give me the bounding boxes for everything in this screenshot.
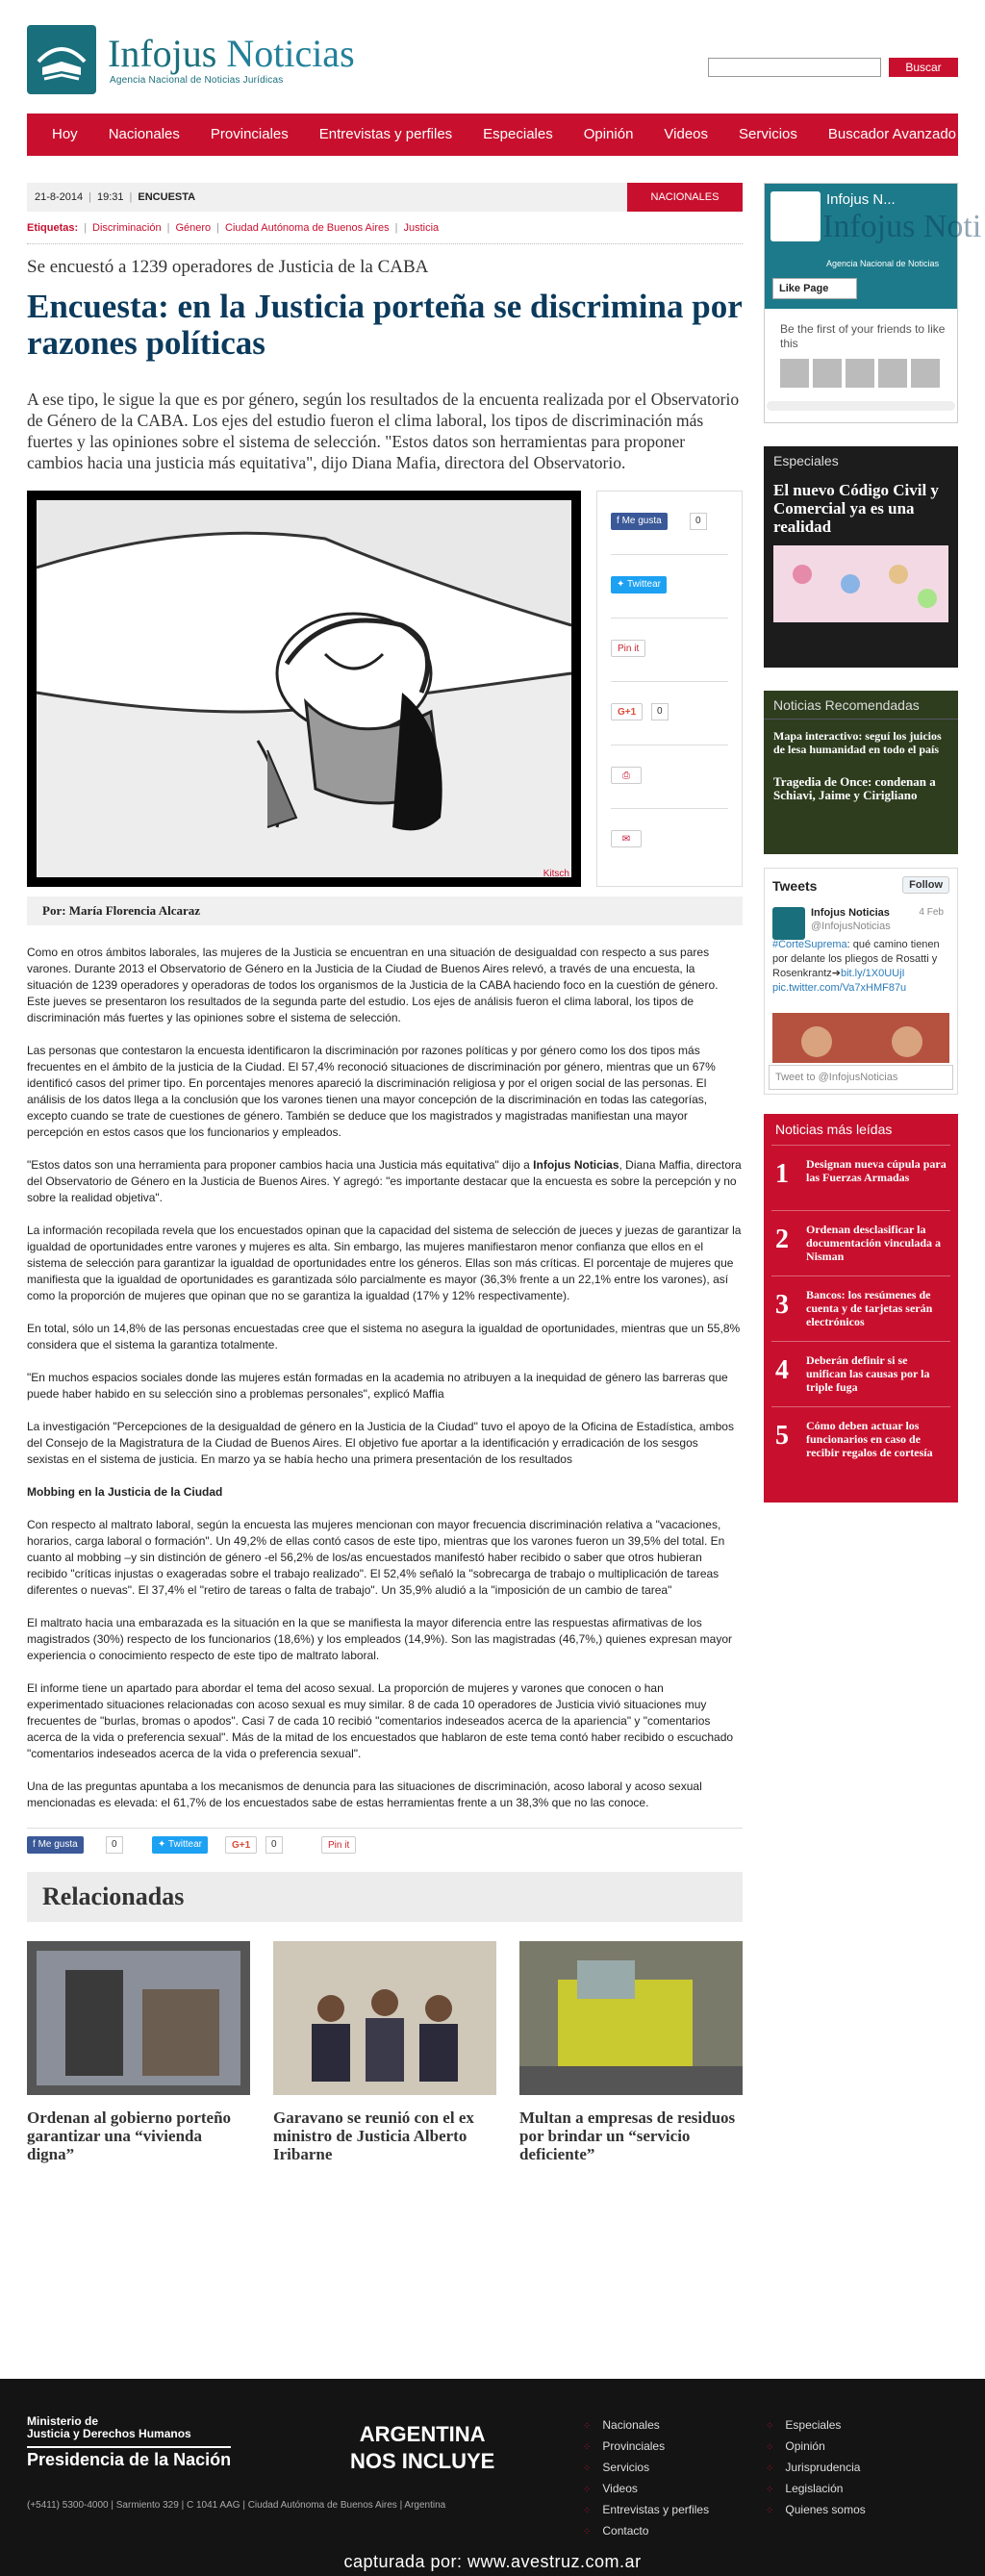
especiales-box[interactable] — [764, 446, 958, 668]
paragraph-text: , Diana Maffia, directora del Observatorio de Género en la Justicia de Buenos Aires. Y agregó: "es importante destacar que la encuesta es sobre la percepción y no sobre la realidad objetiva". — [27, 1158, 742, 1204]
follow-button[interactable]: Follow — [902, 876, 949, 894]
avatar[interactable] — [813, 359, 842, 388]
nav-item-opinion[interactable]: Opinión — [583, 126, 634, 142]
footer-links-col1 — [583, 2415, 709, 2542]
site-header — [0, 0, 985, 114]
article-meta-bar: 21-8-2014 | 19:31 | ENCUESTA NACIONALES — [27, 183, 743, 212]
footer-link-label[interactable]: Nacionales — [602, 2418, 660, 2432]
site-footer — [0, 2379, 985, 2576]
footer-link[interactable] — [583, 2500, 709, 2521]
rank-number: 4 — [775, 1355, 789, 1385]
related-heading: Relacionadas — [27, 1872, 743, 1922]
footer-link[interactable] — [583, 2458, 709, 2479]
related-image — [519, 1941, 743, 2095]
recomendadas-box — [764, 691, 958, 854]
bullet-icon: ⁘ — [583, 2463, 592, 2474]
logo-book-icon — [27, 25, 96, 94]
bullet-icon: ⁘ — [583, 2442, 592, 2453]
facebook-agency: Agencia Nacional de Noticias — [826, 259, 940, 268]
gplus-button[interactable]: G+1 — [611, 703, 643, 720]
tweet-hashtag[interactable]: #CorteSuprema — [772, 939, 847, 950]
share-row — [611, 682, 728, 745]
gplus-count: 0 — [265, 1836, 283, 1854]
share-row — [611, 809, 728, 872]
facebook-icon: f — [33, 1839, 38, 1850]
nav-item-provinciales[interactable]: Provinciales — [210, 126, 289, 142]
footer-link-label[interactable]: Videos — [602, 2482, 638, 2495]
tag-list: Etiquetas: | Discriminación | Género | Ciudad Autónoma de Buenos Aires | Justicia — [27, 221, 743, 244]
facebook-faces — [780, 359, 940, 388]
tweets-heading: Tweets — [772, 878, 818, 894]
footer-link-label[interactable]: Especiales — [785, 2418, 842, 2432]
presidency-logo[interactable]: Presidencia de la Nación — [27, 2446, 231, 2470]
avatar[interactable] — [780, 359, 809, 388]
footer-address: (+5411) 5300-4000 | Sarmiento 329 | C 1041 AAG | Ciudad Autónoma de Buenos Aires | Argentina — [27, 2500, 446, 2511]
capture-credit: capturada por: www.avestruz.com.ar — [343, 2552, 642, 2571]
photo-building — [27, 1941, 250, 2095]
related-card[interactable] — [519, 1941, 743, 2163]
bullet-icon: ⁘ — [766, 2421, 774, 2432]
share-row — [611, 745, 728, 809]
tweet-date[interactable]: 4 Feb — [919, 907, 944, 918]
like-label: Me gusta — [621, 516, 662, 526]
article-title: Encuesta: en la Justicia porteña se discrimina por razones políticas — [27, 288, 743, 362]
footer-link-label[interactable]: Legislación — [785, 2482, 844, 2495]
footer-link-label[interactable]: Servicios — [602, 2461, 650, 2474]
article-column — [27, 183, 743, 2162]
especiales-image — [764, 545, 958, 626]
rank-title: Bancos: los resúmenes de cuenta y de tarjetas serán electrónicos — [806, 1288, 933, 1328]
share-row — [611, 492, 728, 555]
gplus-button[interactable]: G+1 — [225, 1836, 257, 1854]
nav-item-entrevistas[interactable]: Entrevistas y perfiles — [318, 126, 453, 142]
article-paragraph: "En muchos espacios sociales donde las mujeres están formadas en la academia no atribuyen a la inequidad de género las barreras que puede haber habido en su selección sino a problemas personales", explicó Maffia — [27, 1371, 728, 1401]
slogan-line: NOS INCLUYE — [350, 2449, 495, 2473]
nav-item-hoy[interactable]: Hoy — [52, 126, 78, 142]
mas-leidas-heading: Noticias más leídas — [775, 1122, 893, 1137]
related-image — [27, 1941, 250, 2095]
related-list — [27, 1941, 743, 2162]
search-button[interactable]: Buscar — [889, 58, 958, 77]
tags-label: Etiquetas: — [27, 222, 79, 234]
list-item[interactable] — [771, 1210, 950, 1275]
bullet-icon: ⁘ — [583, 2421, 592, 2432]
avatar[interactable] — [878, 359, 907, 388]
facebook-scrollbar[interactable] — [767, 401, 955, 411]
facebook-like-button[interactable] — [611, 513, 668, 530]
article-paragraph: Con respecto al maltrato laboral, según la encuesta las mujeres mencionan con mayor frecuencia discriminación relativa a "vacaciones, horarios, carga laboral o formación". Un 49,2% de ellas contó casos de este tipo, mientras que los varones fueron un 39,5% del total. En cuanto al mobbing –y sin distinción de género -el 56,2% de los/as encuestados manifestó haber recibido o saber que otros hubieran recibido "críticas injustas o exageradas sobre el trabajo realizado". El 52,4% señaló la "sobrecarga de trabajo o multiplicación de tareas diferentes o nuevas". El 37,4% el "retiro de tareas o falta de trabajo". Un 35,9% aludió a la "imposición de un cambio de tarea" — [27, 1518, 725, 1597]
illustration-drawing — [37, 500, 571, 877]
footer-link-label[interactable]: Opinión — [785, 2439, 825, 2453]
like-count: 0 — [106, 1836, 123, 1854]
share-row — [611, 619, 728, 682]
footer-link[interactable] — [583, 2415, 709, 2437]
article-kicker: Se encuestó a 1239 operadores de Justicia de la CABA — [27, 257, 429, 277]
rank-title: Deberán definir si se unifican las causas por la triple fuga — [806, 1353, 930, 1394]
mas-leidas-box — [764, 1114, 958, 1503]
logo-tagline: Agencia Nacional de Noticias Jurídicas — [110, 75, 284, 86]
nav-item-servicios[interactable]: Servicios — [739, 126, 797, 142]
twitter-widget — [764, 868, 958, 1095]
rank-title: Designan nueva cúpula para las Fuerzas Armadas — [806, 1157, 947, 1184]
search-input[interactable] — [708, 58, 881, 77]
tweet-handle[interactable]: @InfojusNoticias — [811, 921, 891, 932]
article-time: 19:31 — [97, 191, 124, 203]
article-illustration — [27, 491, 581, 887]
article-byline: Por: María Florencia Alcaraz — [27, 897, 743, 925]
recomendada-link[interactable]: Mapa interactivo: seguí los juicios de lesa humanidad en todo el país — [773, 729, 942, 756]
like-label: Me gusta — [38, 1839, 78, 1850]
tweet-label: Twittear — [167, 1839, 202, 1850]
footer-link[interactable] — [766, 2458, 866, 2479]
avatar[interactable] — [846, 359, 874, 388]
tweet-button[interactable] — [611, 576, 667, 593]
pinterest-button[interactable]: Pin it — [321, 1836, 356, 1854]
list-item[interactable] — [771, 1341, 950, 1406]
article-paragraph: La investigación "Percepciones de la desigualdad de género en la Justicia de la Ciudad" tuvo el apoyo de la Oficina de Estadística, ambos del Consejo de la Magistratura de la Ciudad de Buenos Aires. El objetivo fue aportar a la identificación y erradicación de los sesgos sexistas en el sistema de justicia. En marzo ya se había hecho una primera presentación de los resultados — [27, 1420, 734, 1466]
twitter-icon: ✦ — [158, 1839, 168, 1850]
photo-meeting — [273, 1941, 496, 2095]
tweet-image[interactable] — [772, 1013, 949, 1063]
footer-link[interactable] — [766, 2479, 866, 2500]
bullet-icon: ⁘ — [583, 2506, 592, 2516]
share-row — [611, 555, 728, 619]
logo-word-infojus: Infojus — [108, 32, 217, 75]
tag-link[interactable]: Justicia — [403, 222, 440, 234]
tag-link[interactable]: Ciudad Autónoma de Buenos Aires — [225, 222, 390, 234]
facebook-icon: f — [617, 516, 622, 526]
article-media — [27, 491, 743, 893]
gplus-count: 0 — [651, 703, 669, 720]
footer-link[interactable] — [583, 2521, 709, 2542]
footer-link[interactable] — [583, 2479, 709, 2500]
main-nav — [27, 114, 958, 156]
footer-link[interactable] — [583, 2437, 709, 2458]
footer-link[interactable] — [766, 2415, 866, 2437]
logo-word-noticias: Noticias — [226, 32, 355, 75]
facebook-cover — [765, 184, 982, 309]
cover-wordmark: Infojus Noti — [822, 209, 982, 244]
bullet-icon: ⁘ — [583, 2527, 592, 2538]
nav-item-videos[interactable]: Videos — [664, 126, 709, 142]
footer-link[interactable] — [766, 2437, 866, 2458]
bullet-icon: ⁘ — [766, 2485, 774, 2495]
paragraph-text: "Estos datos son una herramienta para proponer cambios hacia una Justicia más equitativa" dijo a — [27, 1158, 534, 1172]
sidebar — [764, 183, 982, 1503]
email-icon[interactable]: ✉ — [611, 830, 642, 847]
especiales-heading: Especiales — [773, 453, 839, 468]
article-paragraph — [27, 1157, 743, 1206]
rank-title: Cómo deben actuar los funcionarios en caso de recibir regalos de cortesía — [806, 1419, 933, 1459]
footer-link-label[interactable]: Provinciales — [602, 2439, 666, 2453]
footer-links-col2 — [766, 2415, 866, 2521]
bullet-icon: ⁘ — [766, 2442, 774, 2453]
tag-link[interactable]: Discriminación — [92, 222, 162, 234]
avatar[interactable] — [911, 359, 940, 388]
image-credit: Kitsch — [543, 869, 569, 879]
article-lead: A ese tipo, le sigue la que es por género, según los resultados de la encuenta realizada por el Observatorio de Género de la CABA. Los ejes del estudio fueron el clima laboral, los tipos de discriminación más fuertes y las opiniones sobre el sistema de selección. "Estos datos son herramientas para proponer cambios hacia una justicia más equitativa", dijo Diana Mafia, directora del Observatorio. — [27, 390, 740, 472]
article-subheading: Mobbing en la Justicia de la Ciudad — [27, 1485, 223, 1499]
list-item[interactable] — [771, 1275, 950, 1341]
tweet-text — [772, 938, 942, 996]
bullet-icon: ⁘ — [766, 2506, 774, 2516]
category-button[interactable]: NACIONALES — [627, 183, 743, 212]
recomendadas-heading: Noticias Recomendadas — [764, 691, 958, 720]
pinterest-button[interactable]: Pin it — [611, 640, 645, 657]
rank-number: 3 — [775, 1290, 789, 1320]
photo-garbage-truck — [519, 1941, 743, 2095]
facebook-friends-text: Be the first of your friends to like this — [780, 322, 946, 350]
bullet-icon: ⁘ — [766, 2463, 774, 2474]
article-paragraph: El maltrato hacia una embarazada es la situación en la que se manifiesta la mayor diferencia entre las respuestas afirmativas de los magistrados (30%) respecto de los funcionarios (18,6%) y los empleados (14,9%). Son las magistradas (46,7%,) quienes expresan mayor experiencia o conocimiento respecto de este tipo de maltrato laboral. — [27, 1616, 733, 1662]
facebook-page-name[interactable]: Infojus N... — [826, 191, 896, 208]
related-title: Multan a empresas de residuos por brindar un “servicio deficiente” — [519, 2109, 736, 2163]
avatar[interactable] — [772, 907, 805, 940]
list-item[interactable] — [771, 1145, 950, 1210]
footer-link-label[interactable]: Contacto — [602, 2524, 649, 2538]
tweet-photo — [772, 1013, 949, 1063]
article-paragraph: Como en otros ámbitos laborales, las mujeres de la Justicia se encuentran en una situación de desigualdad con respecto a sus pares varones. Durante 2013 el Observatorio de Género en la Justicia de la Ciudad de Buenos Aires relevó, a través de una encuesta, la situación de 1239 operadores y operadoras de todos los organismos de la Justicia de la CABA haciendo foco en la cuestión de género. Este jueves se presentaron los resultados de la segunda parte del estudio. Los ejes de análisis fueron el clima laboral, los tipos de discriminación más fuertes y las opiniones sobre el sistema de selección. — [27, 946, 719, 1024]
print-icon[interactable]: ⎙ — [611, 767, 642, 784]
footer-link-label[interactable]: Jurisprudencia — [785, 2461, 861, 2474]
logo-wordmark — [108, 32, 355, 75]
related-card[interactable] — [273, 1941, 496, 2163]
nav-item-nacionales[interactable]: Nacionales — [108, 126, 180, 142]
tweet-user[interactable]: Infojus Noticias — [811, 907, 890, 919]
rank-number: 5 — [775, 1421, 789, 1451]
list-item[interactable] — [771, 1406, 950, 1472]
article-date: 21-8-2014 — [35, 191, 84, 203]
article-paragraph: En total, sólo un 14,8% de las personas encuestadas cree que el sistema no asegura la igualdad de oportunidades, mientras que un 55,8% considera que el sistema la garantiza totalmente. — [27, 1322, 741, 1351]
search-form — [708, 58, 958, 79]
article-paragraph: Una de las preguntas apuntaba a los mecanismos de denuncia para las situaciones de discriminación, acoso laboral y acoso sexual mencionadas es elevada: el 61,7% de los encuestados sabe de estas herramientas frente a un 38,3% que no las conoce. — [27, 1780, 702, 1809]
rank-number: 2 — [775, 1225, 789, 1254]
facebook-widget — [764, 183, 982, 423]
tweet-input[interactable]: Tweet to @InfojusNoticias — [769, 1065, 953, 1090]
tweet-label: Twittear — [626, 579, 661, 590]
especiales-title: El nuevo Código Civil y Comercial ya es una realidad — [773, 481, 939, 536]
article-body — [27, 945, 743, 1811]
related-image — [273, 1941, 496, 2095]
facebook-logo-icon — [770, 191, 821, 241]
nav-item-buscador[interactable]: Buscador Avanzado — [827, 126, 957, 142]
facebook-like-button[interactable] — [27, 1836, 84, 1854]
footer-link-label[interactable]: Quienes somos — [785, 2503, 866, 2516]
ministry-name — [27, 2415, 191, 2440]
share-panel — [596, 491, 743, 887]
tweet-link[interactable]: bit.ly/1X0UUjI — [840, 968, 905, 979]
bottom-share-bar — [27, 1828, 743, 1853]
argentina-slogan — [350, 2421, 494, 2475]
site-logo[interactable] — [27, 25, 383, 96]
related-title: Garavano se reunió con el ex ministro de Justicia Alberto Iribarne — [273, 2109, 474, 2163]
tweet-body: : qué camino tienen por delante los pliegos de Rosatti y Rosenkrantz➔ — [772, 939, 940, 979]
rank-number: 1 — [775, 1159, 789, 1189]
tweet-button[interactable] — [152, 1836, 208, 1854]
footer-link[interactable] — [766, 2500, 866, 2521]
related-title: Ordenan al gobierno porteño garantizar una “vivienda digna” — [27, 2109, 232, 2163]
like-page-button[interactable]: Like Page — [772, 278, 857, 299]
bullet-icon: ⁘ — [583, 2485, 592, 2495]
tag-link[interactable]: Género — [175, 222, 212, 234]
tweet-link[interactable]: pic.twitter.com/Va7xHMF87u — [772, 982, 907, 994]
recomendada-link[interactable]: Tragedia de Once: condenan a Schiavi, Jaime y Cirigliano — [773, 774, 936, 802]
article-paragraph: La información recopilada revela que los encuestados opinan que la capacidad del sistema de selección de jueces y juezas de garantizar la igualdad de oportunidades entre varones y mujeres es alta. Sin embargo, las mujeres manifiestaron menor confianza que ellos en el sistema de selección para garantizar la igualdad de oportunidades entre los géneros. Ellas son más críticas. El porcentaje de mujeres que manifiesta que la igualdad de oportunidades es garantizada sólo parcialmente es mayor (36,3% frente a un 22,1% entre los varones), así como la proporción de mujeres que opinan que no se garantiza la igualdad (17% y 12% respectivamente). — [27, 1224, 742, 1302]
related-card[interactable] — [27, 1941, 250, 2163]
ministry-line: Ministerio de — [27, 2414, 99, 2428]
ministry-line: Justicia y Derechos Humanos — [27, 2427, 191, 2440]
slogan-line: ARGENTINA — [359, 2422, 486, 2446]
paragraph-strong: Infojus Noticias — [533, 1158, 619, 1172]
article-paragraph: Las personas que contestaron la encuesta identificaron la discriminación por razones políticas y por género como los dos tipos más frecuentes en el ámbito de la justicia de la Ciudad. El 57,4% reconoció situaciones de discriminación por género, mientras que un 67% identificó casos del primer tipo. En porcentajes menores apareció la discriminación religiosa y por el origen social de las personas. El análisis de los datos llega a la conclusión que los varones tienen una mayor concepción de la discriminación en todas las categorías, excepto cuando se trate de cuestiones de género. También se deduce que los magistrados y magistradas manifiestan una mayor percepción en estos casos que los funcionarios y empleados. — [27, 1044, 716, 1139]
like-count: 0 — [690, 513, 707, 530]
twitter-icon: ✦ — [617, 579, 627, 590]
footer-link-label[interactable]: Entrevistas y perfiles — [602, 2503, 710, 2516]
nav-item-especiales[interactable]: Especiales — [483, 126, 553, 142]
rank-title: Ordenan desclasificar la documentación vinculada a Nisman — [806, 1223, 942, 1263]
article-section: ENCUESTA — [138, 191, 196, 203]
article-paragraph: El informe tiene un apartado para abordar el tema del acoso sexual. La proporción de mujeres y varones que conocen o han experimentado situaciones relacionadas con acoso sexual es muy similar. 8 de cada 10 operadores de Justicia vivió situaciones muy frecuentes de "burlas, bromas o apodos". Casi 7 de cada 10 recibió "comentarios indeseados acerca de la apariencia" y "comentarios acerca de la vida o preferencia sexual". Más de la mitad de los encuestados que hablaron de este tema contó haber recibido o escuchado "comentarios indeseados acerca de la vida o preferencia sexual". — [27, 1681, 734, 1760]
